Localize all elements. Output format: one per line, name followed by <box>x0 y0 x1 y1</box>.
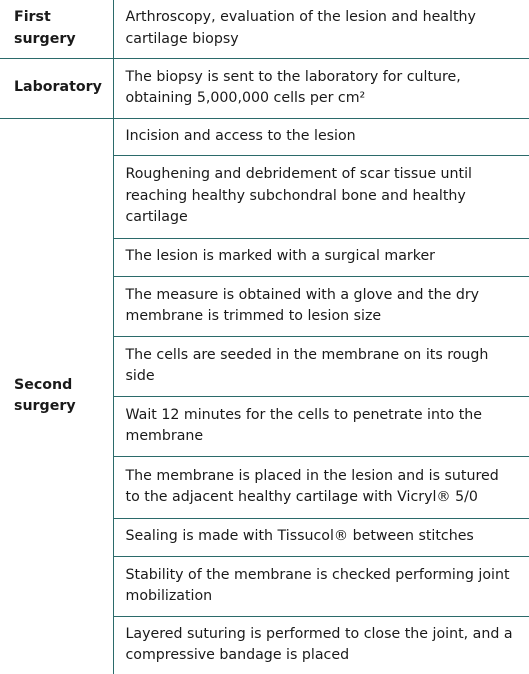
step-cell: The membrane is placed in the lesion and is sutured to the adjacent healthy cartilage with Vicryl® 5/0 <box>113 456 529 518</box>
step-cell: The measure is obtained with a glove and the dry membrane is trimmed to lesion size <box>113 276 529 336</box>
step-cell: The lesion is marked with a surgical marker <box>113 238 529 276</box>
step-cell: Arthroscopy, evaluation of the lesion and healthy cartilage biopsy <box>113 0 529 58</box>
table-row <box>0 118 529 155</box>
step-cell: Sealing is made with Tissucol® between stitches <box>113 518 529 556</box>
stage-label-laboratory: Laboratory <box>0 58 113 118</box>
table-row <box>0 0 529 58</box>
step-cell: Layered suturing is performed to close the joint, and a compressive bandage is placed <box>125 625 513 664</box>
stage-label-first-surgery: First surgery <box>0 0 113 58</box>
step-cell: Incision and access to the lesion <box>113 118 529 155</box>
stage-label-second-surgery: Second surgery <box>0 118 113 674</box>
step-cell: Stability of the membrane is checked performing joint mobilization <box>113 556 529 616</box>
step-cell: Wait 12 minutes for the cells to penetrate into the membrane <box>113 396 529 456</box>
step-cell: Roughening and debridement of scar tissue until reaching healthy subchondral bone and healthy cartilage <box>113 155 529 238</box>
step-cell: The biopsy is sent to the laboratory for culture, obtaining 5,000,000 cells per cm² <box>113 58 529 118</box>
table-row <box>0 58 529 118</box>
step-cell: The cells are seeded in the membrane on its rough side <box>113 336 529 396</box>
